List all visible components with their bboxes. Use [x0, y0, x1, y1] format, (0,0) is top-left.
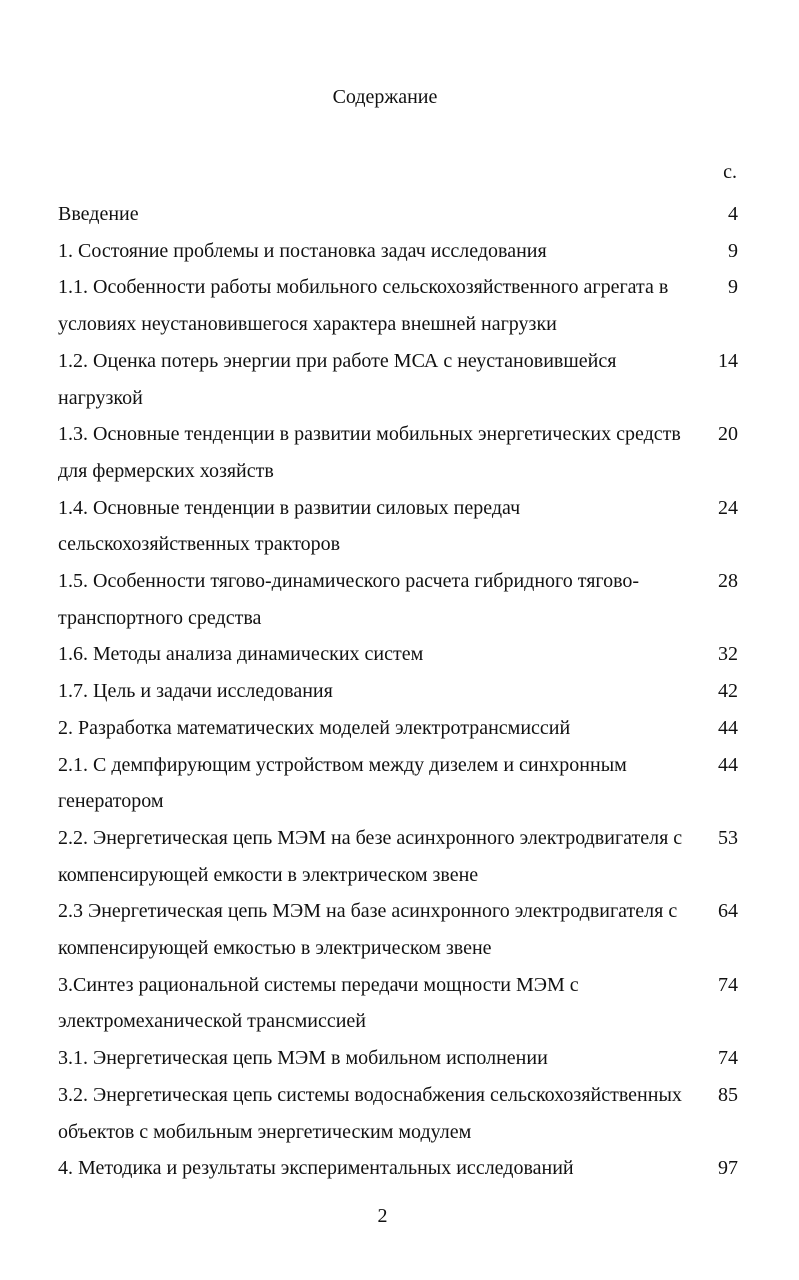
toc-entry: [58, 820, 738, 893]
toc-entry: [58, 710, 738, 747]
toc-entry-title: 3.1. Энергетическая цепь МЭМ в мобильном исполнении: [58, 1047, 548, 1070]
toc-entry-title: 1.6. Методы анализа динамических систем: [58, 643, 424, 666]
toc-entry-title: 4. Методика и результаты экспериментальных исследований: [58, 1157, 574, 1180]
page-number: 2: [377, 1205, 388, 1227]
toc-entry-title: 1.1. Особенности работы мобильного сельскохозяйственного агрегата в условиях неустановившегося характера внешней нагрузки: [58, 276, 669, 336]
toc-entry-page: 9: [728, 276, 738, 299]
toc-entry-title: 1. Состояние проблемы и постановка задач исследования: [58, 239, 547, 262]
toc-entry: [58, 1077, 738, 1150]
toc-entry-page: 64: [718, 900, 738, 923]
table-of-contents: [58, 196, 738, 1187]
toc-entry-page: 4: [728, 203, 738, 225]
toc-entry: [58, 416, 738, 489]
toc-entry-page: 97: [718, 1157, 738, 1180]
toc-entry-title: 2.1. С демпфирующим устройством между дизелем и синхронным генератором: [58, 753, 627, 813]
toc-entry: [58, 893, 738, 966]
toc-entry: [58, 1040, 738, 1077]
toc-entry-title: 1.3. Основные тенденции в развитии мобильных энергетических средств для фермерских хозяйств: [58, 423, 681, 482]
toc-entry: [58, 490, 738, 563]
toc-entry-title: 1.4. Основные тенденции в развитии силовых передач сельскохозяйственных тракторов: [58, 496, 521, 556]
page-column-label: с.: [723, 161, 737, 183]
toc-entry-page: 9: [728, 239, 738, 262]
toc-entry-title: 3.Синтез рациональной системы передачи мощности МЭМ с электромеханической трансмиссией: [58, 973, 579, 1033]
toc-entry-title: Введение: [58, 203, 139, 225]
toc-entry: [58, 233, 738, 270]
toc-entry-page: 24: [718, 496, 738, 519]
toc-entry-title: 2.3 Энергетическая цепь МЭМ на базе асинхронного электродвигателя с компенсирующей емкостью в электрическом звене: [58, 900, 678, 960]
toc-entry: [58, 747, 738, 820]
toc-entry-page: 32: [718, 643, 738, 666]
toc-entry: [58, 636, 738, 673]
toc-entry: [58, 269, 738, 342]
toc-entry-title: 1.7. Цель и задачи исследования: [58, 680, 333, 703]
toc-entry-page: 74: [718, 1047, 738, 1070]
toc-entry-page: 74: [718, 973, 738, 996]
toc-entry-page: 44: [718, 753, 738, 776]
toc-entry-page: 14: [718, 349, 738, 372]
toc-entry-title: 2. Разработка математических моделей электротрансмиссий: [58, 716, 571, 739]
toc-entry-title: 3.2. Энергетическая цепь системы водоснабжения сельскохозяйственных объектов с мобильным энергетическим модулем: [58, 1083, 682, 1143]
page-title: Содержание: [332, 86, 438, 108]
toc-entry: [58, 196, 738, 233]
toc-entry: [58, 967, 738, 1040]
toc-entry-page: 44: [718, 716, 738, 739]
toc-entry-title: 1.5. Особенности тягово-динамического расчета гибридного тягово- транспортного средства: [58, 570, 640, 629]
toc-entry-page: 85: [718, 1083, 738, 1106]
toc-entry-page: 53: [718, 826, 738, 849]
toc-entry: [58, 1150, 738, 1187]
toc-entry: [58, 673, 738, 710]
toc-entry-page: 28: [718, 570, 738, 593]
toc-entry: [58, 343, 738, 416]
toc-entry: [58, 563, 738, 636]
toc-entry-page: 42: [718, 680, 738, 703]
toc-entry-page: 20: [718, 423, 738, 446]
toc-entry-title: 2.2. Энергетическая цепь МЭМ на безе асинхронного электродвигателя с компенсирующей емкости в электрическом звене: [58, 826, 683, 886]
toc-entry-title: 1.2. Оценка потерь энергии при работе МСА с неустановившейся нагрузкой: [58, 349, 617, 409]
